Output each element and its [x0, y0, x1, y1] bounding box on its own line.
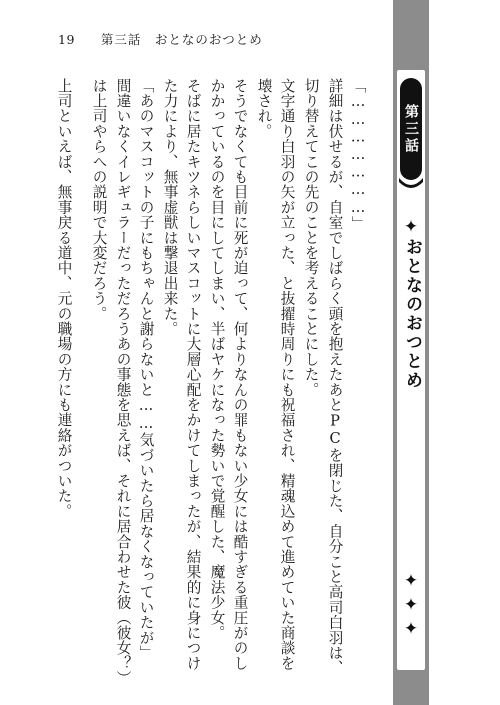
- text-line: 間違いなくイレギュラーだっただろうあの事態を思えば、それに居合わせた彼（彼女？）: [114, 78, 132, 686]
- star-ornament-icon: ✦: [403, 595, 419, 615]
- star-ornament-icon: ✦: [403, 217, 419, 237]
- chapter-badge: [400, 78, 422, 180]
- text-line: 上司といえば、無事戻る道中、元の職場の方にも連絡がついた。: [55, 78, 73, 519]
- text-line: た力により、無事虚獣は撃退出来た。: [161, 78, 179, 337]
- text-line: は上司やらへの説明で大変だろう。: [90, 78, 108, 322]
- text-line: 壊され。: [255, 78, 273, 139]
- star-ornament-icon: ✦: [403, 619, 419, 639]
- running-header: [58, 30, 263, 48]
- text-line: そばに居たキツネらしいマスコットに大層心配をかけてしまったが、結果的に身につけ: [184, 78, 202, 671]
- running-title: 第三話 おとなのおつとめ: [100, 32, 263, 47]
- text-line: 詳細は伏せるが、自室でしばらく頭を抱えたあとPCを閉じた、自分こと高司白羽は、: [326, 78, 344, 676]
- text-line: 切り替えてこの先のことを考えることにした。: [302, 78, 320, 398]
- text-line: 「あのマスコットの子にもちゃんと謝らないと……気づいたら居なくなっていたが」: [137, 78, 155, 661]
- text-line: そうでなくても目前に死が迫って、何よりなんの罪もない少女には酷すぎる重圧がのし: [231, 78, 249, 671]
- star-ornament-icon: ✦: [403, 571, 419, 591]
- chapter-title: おとなのおつとめ: [402, 238, 422, 390]
- text-line: 文字通り白羽の矢が立った、と抜擢時周りにも祝福され、精魂込めて進めていた商談を: [278, 78, 296, 671]
- chapter-label: 第三話: [403, 103, 419, 155]
- page-number: 19: [58, 32, 75, 47]
- ribbon-ornament-icon: [398, 178, 424, 192]
- text-line: かかっているのを目にしてしまい、半ばヤケになった勢いで覚醒した、魔法少女。: [208, 78, 226, 641]
- text-line: 「…………………」: [349, 78, 367, 232]
